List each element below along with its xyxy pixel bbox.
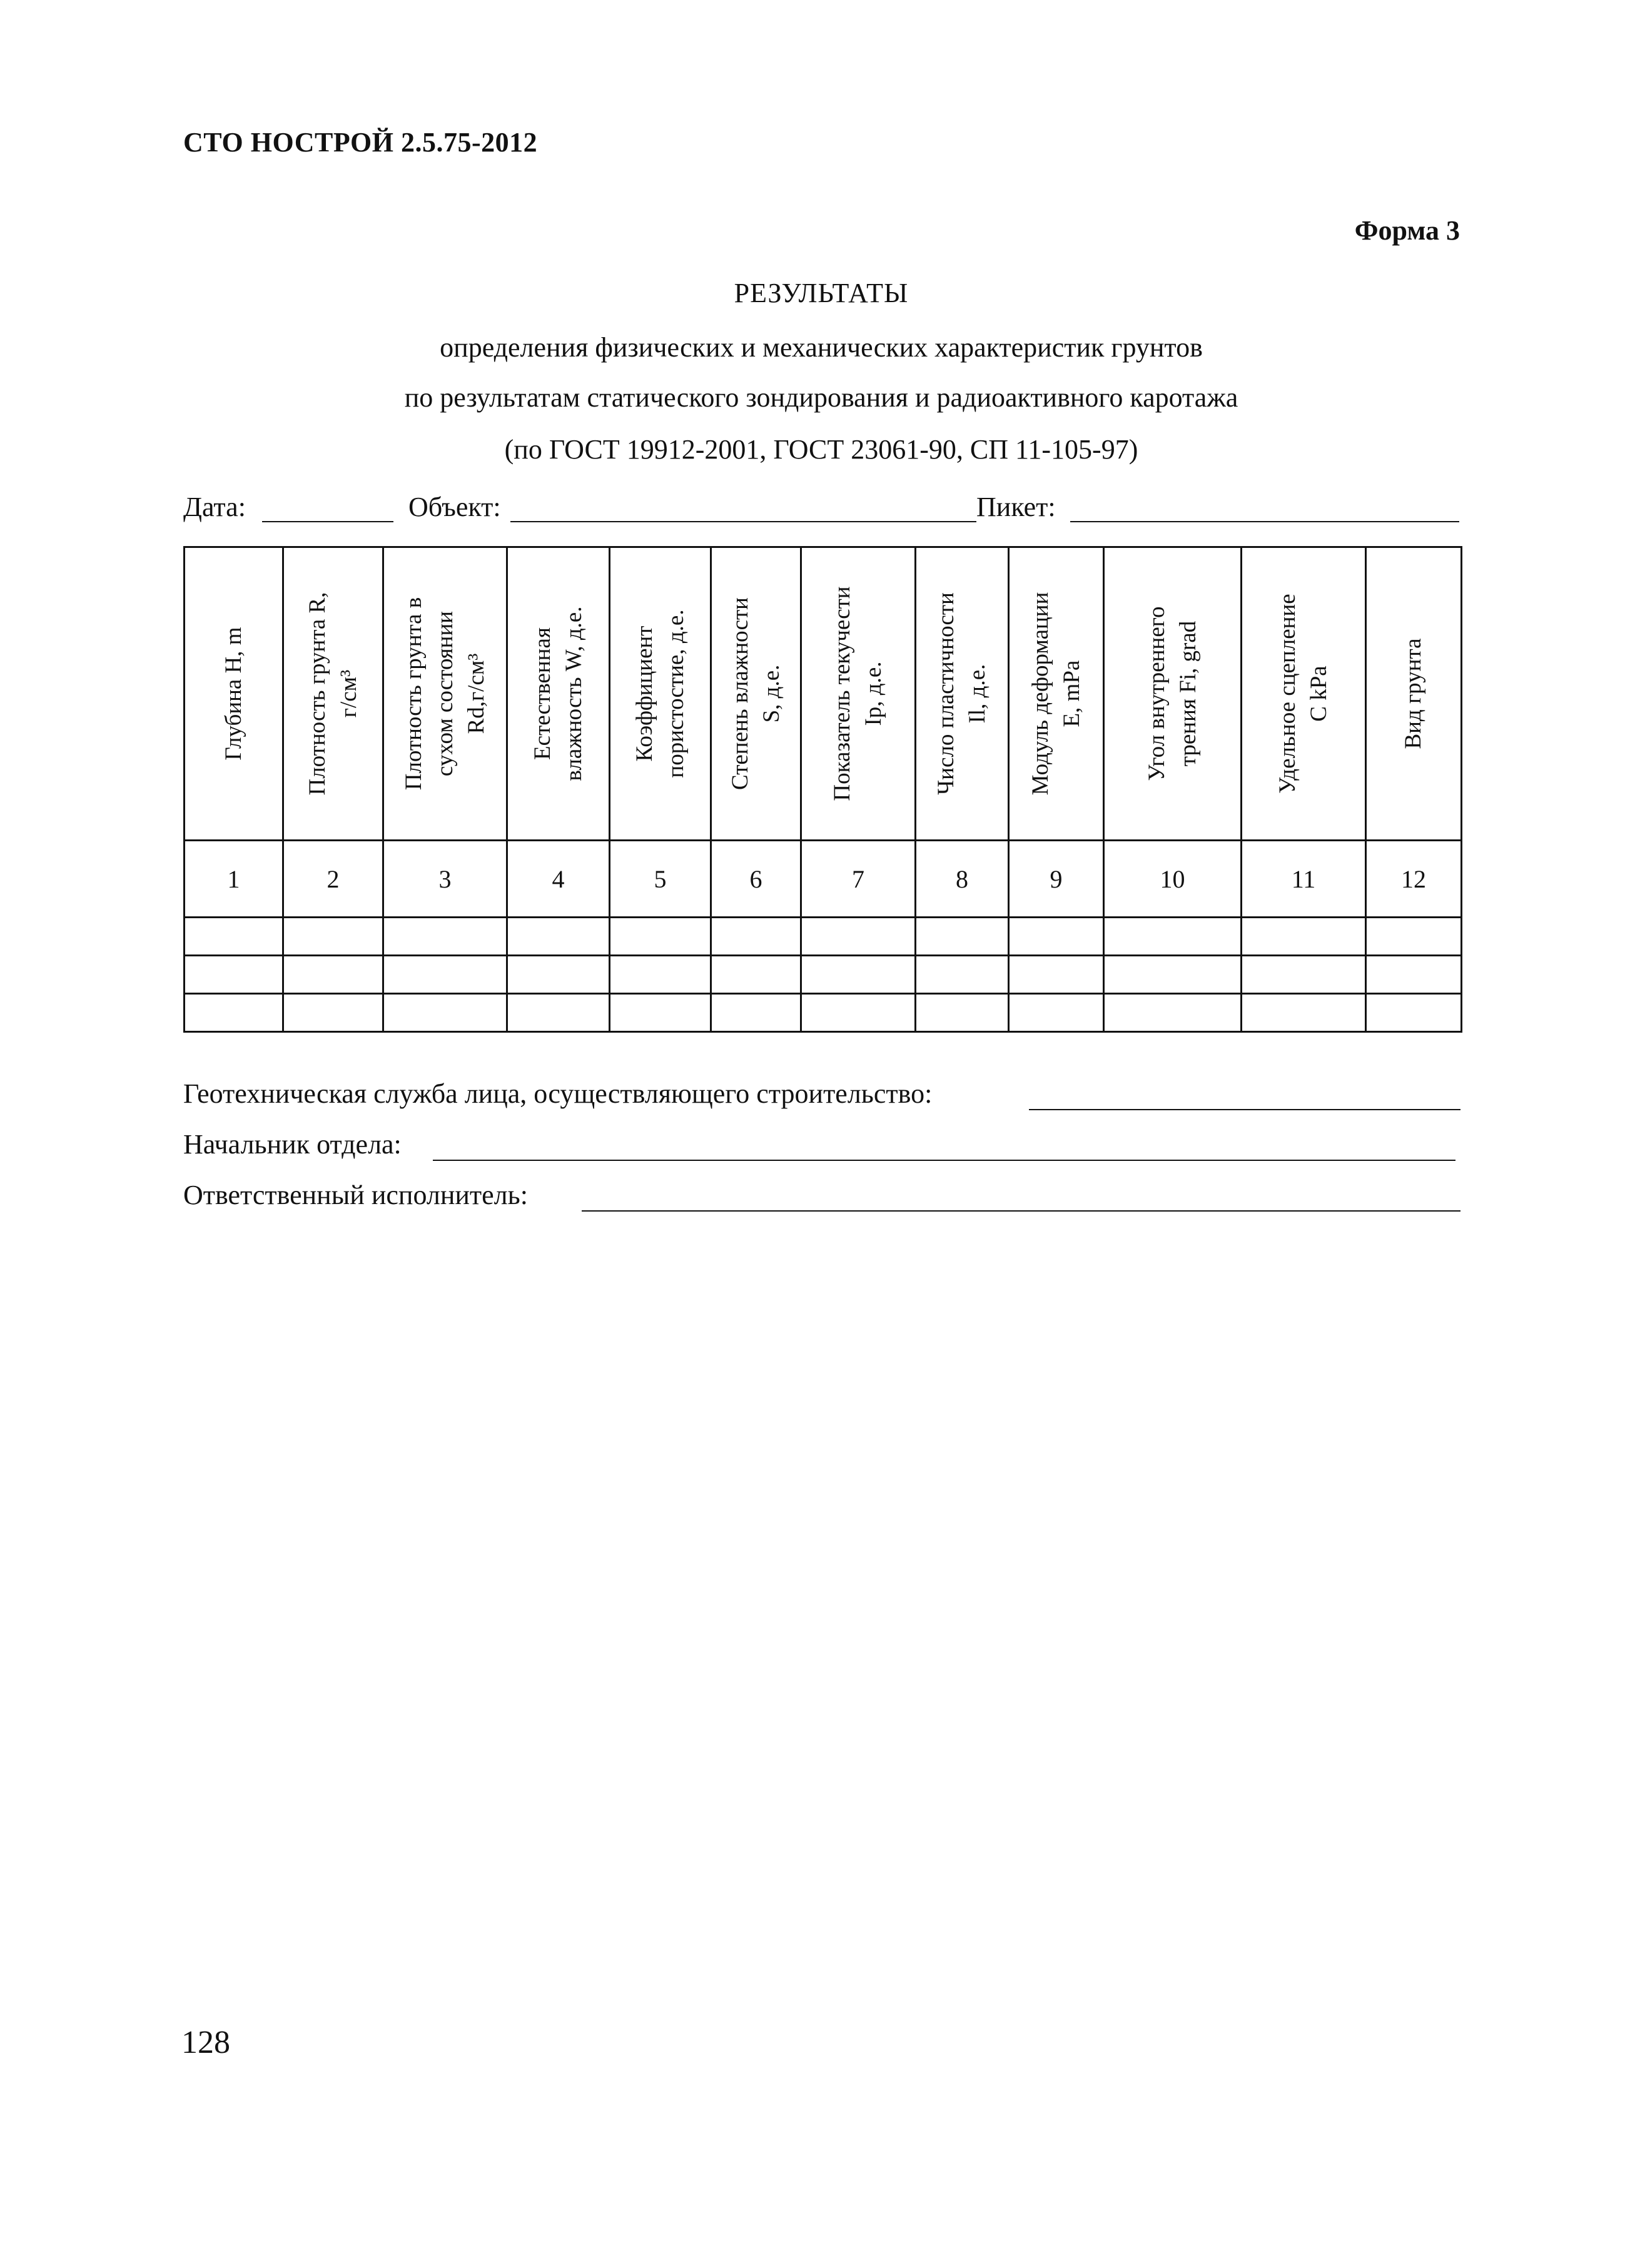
subtitle-line-3: (по ГОСТ 19912-2001, ГОСТ 23061-90, СП 11-105-97)	[504, 434, 1138, 465]
column-header-7	[801, 547, 916, 841]
column-header-5	[610, 547, 711, 841]
column-header-line: Ip, д.е.	[861, 661, 886, 726]
header-row	[185, 547, 1462, 841]
table-cell[interactable]	[801, 956, 916, 994]
table-cell[interactable]	[507, 918, 610, 956]
table-cell[interactable]	[1009, 994, 1104, 1032]
table-cell[interactable]	[1242, 918, 1366, 956]
table-cell[interactable]	[711, 994, 801, 1032]
table-cell[interactable]	[283, 994, 383, 1032]
column-header-line: влажность W, д.е.	[560, 606, 587, 781]
column-header-text	[931, 556, 993, 831]
table-cell[interactable]	[1366, 956, 1462, 994]
table-cell[interactable]	[711, 956, 801, 994]
table-cell[interactable]	[801, 918, 916, 956]
table-cell[interactable]	[1366, 994, 1462, 1032]
table-cell[interactable]	[916, 994, 1009, 1032]
table-cell[interactable]	[1104, 918, 1242, 956]
table-cell[interactable]	[383, 918, 507, 956]
responsible-executor-field[interactable]	[582, 1210, 1460, 1212]
column-number-cell: 1	[185, 841, 283, 918]
geotech-service-label: Геотехническая служба лица, осуществляющего строительство:	[183, 1078, 933, 1109]
column-header-line: Глубина Н, m	[220, 627, 246, 761]
subtitle-line-2: по результатам статического зондирования и радиоактивного каротажа	[404, 382, 1238, 413]
column-header-11	[1242, 547, 1366, 841]
column-header-line: Rd,г/см³	[463, 653, 489, 734]
results-table	[183, 546, 1462, 1033]
picket-label: Пикет:	[976, 492, 1056, 522]
column-header-12	[1366, 547, 1462, 841]
table-cell[interactable]	[610, 956, 711, 994]
column-header-line: Число пластичности	[933, 592, 959, 795]
table-cell[interactable]	[185, 918, 283, 956]
column-header-4	[507, 547, 610, 841]
table-cell[interactable]	[916, 956, 1009, 994]
column-header-line: трения Fi, grad	[1175, 620, 1201, 767]
object-field[interactable]	[510, 521, 976, 522]
column-number-cell: 9	[1009, 841, 1104, 918]
column-number-cell: 8	[916, 841, 1009, 918]
table-cell[interactable]	[383, 956, 507, 994]
table-cell[interactable]	[1242, 956, 1366, 994]
table-cell[interactable]	[283, 956, 383, 994]
column-header-1	[185, 547, 283, 841]
column-header-line: C kPa	[1306, 666, 1332, 722]
column-number-cell: 2	[283, 841, 383, 918]
column-header-line: Плотность грунта в	[400, 597, 427, 791]
column-header-line: Показатель текучести	[829, 586, 855, 801]
head-of-department-field[interactable]	[433, 1160, 1455, 1161]
table-cell[interactable]	[1009, 956, 1104, 994]
column-header-6	[711, 547, 801, 841]
column-header-line: Степень влажности	[727, 597, 753, 790]
column-header-2	[283, 547, 383, 841]
column-header-line: сухом состоянии	[432, 610, 458, 777]
meta-line	[183, 491, 1459, 526]
column-number-row	[185, 841, 1462, 918]
date-field[interactable]	[262, 521, 393, 522]
column-header-text	[1272, 556, 1335, 831]
table-row	[185, 994, 1462, 1032]
column-number-cell: 10	[1104, 841, 1242, 918]
table-cell[interactable]	[283, 918, 383, 956]
table-cell[interactable]	[1009, 918, 1104, 956]
column-header-text	[302, 556, 365, 831]
column-number-cell: 3	[383, 841, 507, 918]
column-header-line: Коэффициент	[631, 625, 657, 762]
column-header-line: г/см³	[335, 669, 362, 718]
table-cell[interactable]	[1104, 956, 1242, 994]
table-cell[interactable]	[185, 956, 283, 994]
head-of-department-line	[183, 1128, 1460, 1166]
column-header-text	[527, 556, 590, 831]
column-header-line: пористостие, д.е.	[662, 609, 689, 778]
column-header-line: S, д.е.	[758, 664, 784, 723]
responsible-executor-line	[183, 1179, 1460, 1217]
column-number-cell: 5	[610, 841, 711, 918]
column-header-line: E, mPa	[1058, 660, 1085, 727]
table-cell[interactable]	[1242, 994, 1366, 1032]
column-number-cell: 12	[1366, 841, 1462, 918]
column-header-line: Угол внутреннего	[1143, 606, 1170, 781]
column-header-line: Модуль деформации	[1027, 592, 1053, 796]
column-number-cell: 11	[1242, 841, 1366, 918]
object-label: Объект:	[408, 492, 501, 522]
column-header-line: Удельное сцепление	[1275, 594, 1300, 794]
geotech-service-line	[183, 1078, 1460, 1115]
column-header-line: Плотность грунта R,	[304, 592, 330, 796]
table-cell[interactable]	[711, 918, 801, 956]
column-header-text	[629, 556, 692, 831]
column-number-cell: 4	[507, 841, 610, 918]
table-cell[interactable]	[507, 956, 610, 994]
head-of-department-label: Начальник отдела:	[183, 1129, 402, 1160]
column-number-cell: 6	[711, 841, 801, 918]
table-cell[interactable]	[383, 994, 507, 1032]
column-header-text	[1398, 556, 1429, 831]
table-cell[interactable]	[1104, 994, 1242, 1032]
responsible-executor-label: Ответственный исполнитель:	[183, 1180, 528, 1210]
table-row	[185, 956, 1462, 994]
column-header-9	[1009, 547, 1104, 841]
page-number: 128	[181, 2025, 230, 2060]
picket-field[interactable]	[1070, 521, 1459, 522]
table-row	[185, 918, 1462, 956]
document-title: РЕЗУЛЬТАТЫ	[734, 278, 909, 308]
column-number-cell: 7	[801, 841, 916, 918]
table-cell[interactable]	[916, 918, 1009, 956]
column-header-line: Вид грунта	[1400, 638, 1426, 749]
column-header-10	[1104, 547, 1242, 841]
column-header-3	[383, 547, 507, 841]
column-header-line: Естественная	[529, 627, 555, 760]
document-code: СТО НОСТРОЙ 2.5.75-2012	[183, 127, 538, 158]
column-header-text	[1142, 556, 1204, 831]
column-header-line: Il, д.е.	[964, 664, 990, 724]
column-header-text	[827, 556, 889, 831]
form-label: Форма 3	[1354, 215, 1460, 246]
table-cell[interactable]	[801, 994, 916, 1032]
subtitle-line-1: определения физических и механических характеристик грунтов	[440, 332, 1203, 363]
geotech-service-field[interactable]	[1029, 1109, 1460, 1110]
column-header-text	[398, 556, 492, 831]
table-cell[interactable]	[1366, 918, 1462, 956]
table-cell[interactable]	[185, 994, 283, 1032]
table-cell[interactable]	[507, 994, 610, 1032]
column-header-text	[1025, 556, 1088, 831]
column-header-text	[218, 556, 250, 831]
table-cell[interactable]	[610, 994, 711, 1032]
column-header-text	[725, 556, 787, 831]
table-cell[interactable]	[610, 918, 711, 956]
column-header-8	[916, 547, 1009, 841]
date-label: Дата:	[183, 492, 246, 522]
